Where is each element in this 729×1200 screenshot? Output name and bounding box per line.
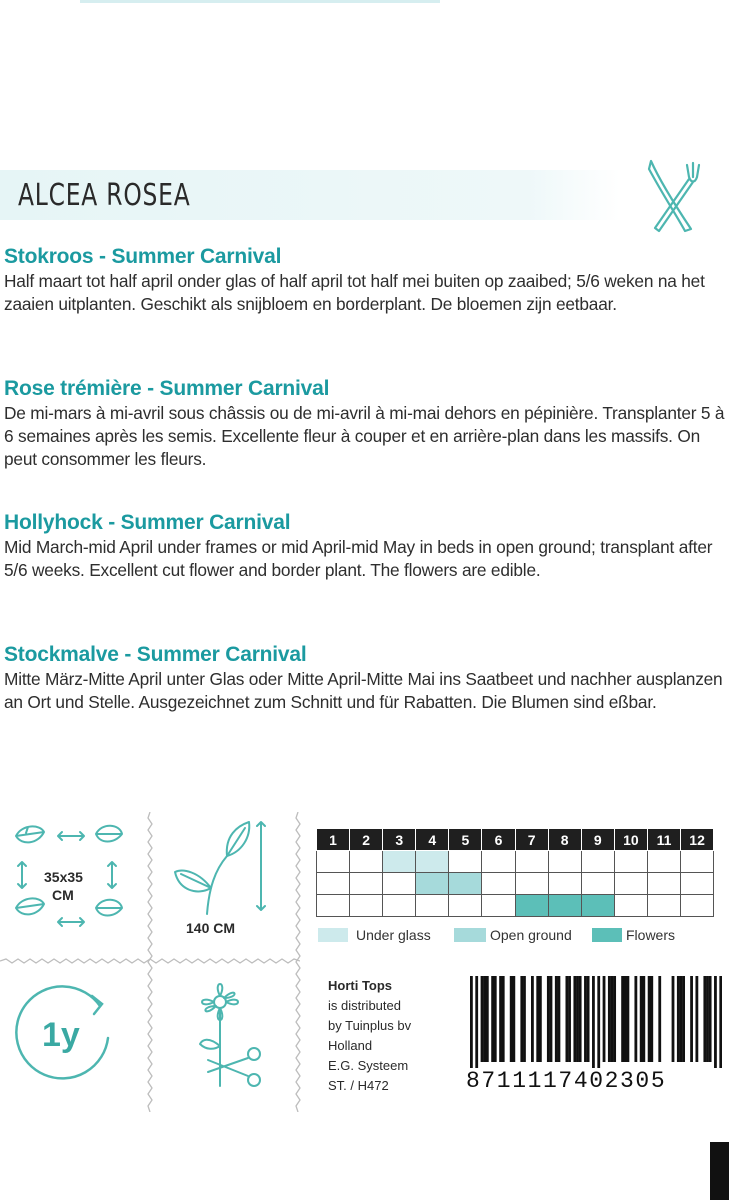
barcode-bar xyxy=(520,976,523,1062)
calendar-cell xyxy=(581,895,614,917)
calendar-months-row xyxy=(317,829,714,851)
barcode-bar xyxy=(682,976,685,1062)
cutlery-icon xyxy=(645,155,701,235)
spacing-unit: CM xyxy=(52,887,74,903)
barcode-bar xyxy=(555,976,558,1062)
calendar-cell xyxy=(482,873,515,895)
barcode-bar xyxy=(709,976,712,1062)
section-text: Mid March-mid April under frames or mid April-mid May in beds in open ground; transplant after 5/6 weeks. Excellent cut flower and border plant. The flowers are edible. xyxy=(4,537,713,580)
barcode-bar xyxy=(565,976,568,1062)
barcode-bar xyxy=(558,976,561,1062)
calendar-cell xyxy=(317,873,350,895)
barcode-bar xyxy=(714,976,717,1068)
section-title: Stockmalve - Summer Carnival xyxy=(4,643,307,666)
section-german xyxy=(4,642,726,714)
barcode-bar xyxy=(486,976,489,1062)
calendar-cell xyxy=(614,851,647,873)
barcode-bar xyxy=(719,976,722,1068)
barcode-bar xyxy=(547,976,550,1062)
section-title: Rose trémière - Summer Carnival xyxy=(4,377,330,400)
barcode-bar xyxy=(550,976,553,1062)
barcode-bar xyxy=(706,976,709,1062)
barcode-bar xyxy=(539,976,542,1062)
barcode-bar xyxy=(648,976,651,1062)
month-cell: 10 xyxy=(614,829,647,851)
barcode-bar xyxy=(536,976,539,1062)
legend-swatch-flowers xyxy=(592,928,622,942)
calendar-row-open-ground xyxy=(317,873,714,895)
month-cell: 11 xyxy=(647,829,680,851)
top-edge-line xyxy=(80,0,440,3)
barcode-bar xyxy=(531,976,534,1062)
barcode-bar xyxy=(573,976,576,1062)
calendar-cell xyxy=(482,851,515,873)
barcode-bar xyxy=(603,976,606,1062)
barcode-bar xyxy=(499,976,502,1062)
barcode-bar xyxy=(611,976,614,1062)
calendar-cell xyxy=(482,895,515,917)
calendar-cell xyxy=(515,873,548,895)
barcode-bar xyxy=(624,976,627,1062)
calendar-cell xyxy=(548,873,581,895)
spacing-value: 35x35 xyxy=(44,869,83,885)
calendar-cell xyxy=(383,895,416,917)
barcode-bar xyxy=(695,976,698,1062)
distributor-line: Holland xyxy=(328,1038,373,1053)
section-title: Hollyhock - Summer Carnival xyxy=(4,511,291,534)
calendar-cell xyxy=(681,873,714,895)
barcode-bar xyxy=(703,976,706,1062)
section-text: Half maart tot half april onder glas of half april tot half mei buiten op zaaibed; 5/6 weken na het zaaien uitplanten. Geschikt als snijbloem en borderplant. De bloemen zijn eetbaar. xyxy=(4,271,705,314)
calendar-cell xyxy=(614,873,647,895)
calendar-cell xyxy=(416,895,449,917)
calendar-cell xyxy=(317,851,350,873)
barcode-bar xyxy=(621,976,624,1062)
barcode-bar xyxy=(650,976,653,1062)
calendar-cell xyxy=(614,895,647,917)
barcode-bar xyxy=(470,976,473,1068)
barcode-bar xyxy=(494,976,497,1062)
barcode-bar xyxy=(592,976,595,1068)
calendar-cell xyxy=(350,873,383,895)
calendar-cell xyxy=(647,851,680,873)
brand-name: Horti Tops xyxy=(328,978,393,993)
calendar-cell xyxy=(548,851,581,873)
corner-black-bar xyxy=(710,1142,729,1200)
plant-height-value: 140 CM xyxy=(186,920,236,936)
barcode-bar xyxy=(510,976,513,1062)
calendar-cell xyxy=(416,851,449,873)
month-cell: 7 xyxy=(515,829,548,851)
section-text: De mi-mars à mi-avril sous châssis ou de mi-avril à mi-mai dehors en pépinière. Transplanter 5 à 6 semaines après les semis. Excellente fleur à couper et en arrière-plan dans les massifs. On peut consommer les fleurs. xyxy=(4,403,725,469)
calendar-cell xyxy=(647,873,680,895)
barcode-bar xyxy=(584,976,587,1062)
calendar-cell xyxy=(449,873,482,895)
calendar-cell xyxy=(416,873,449,895)
calendar-cell xyxy=(350,895,383,917)
barcode-bar xyxy=(475,976,478,1068)
barcode-bar xyxy=(491,976,494,1062)
month-cell: 1 xyxy=(317,829,350,851)
section-french xyxy=(4,376,726,471)
barcode-bar xyxy=(642,976,645,1062)
barcode-bar xyxy=(483,976,486,1062)
legend-label-under-glass: Under glass xyxy=(356,927,431,943)
barcode-bar xyxy=(608,976,611,1062)
barcode-bar xyxy=(627,976,630,1062)
calendar-cell xyxy=(581,873,614,895)
section-title: Stokroos - Summer Carnival xyxy=(4,245,282,268)
barcode-bar xyxy=(568,976,571,1062)
cut-flower-icon xyxy=(178,976,278,1096)
barcode-bar xyxy=(634,976,637,1062)
barcode-bar xyxy=(597,976,600,1068)
plant-height-icon xyxy=(165,818,285,918)
month-cell: 2 xyxy=(350,829,383,851)
calendar-cell xyxy=(681,851,714,873)
month-cell: 6 xyxy=(482,829,515,851)
month-cell: 3 xyxy=(383,829,416,851)
calendar-cell xyxy=(515,851,548,873)
month-cell: 12 xyxy=(681,829,714,851)
barcode-bar xyxy=(523,976,526,1062)
barcode-bar xyxy=(640,976,643,1062)
distributor-info xyxy=(328,976,411,1096)
calendar-cell xyxy=(681,895,714,917)
barcode-bar xyxy=(658,976,661,1062)
barcode-bar xyxy=(677,976,680,1062)
barcode-bars xyxy=(470,976,722,1068)
species-name: ALCEA ROSEA xyxy=(18,178,191,213)
legend-label-flowers: Flowers xyxy=(626,927,676,943)
calendar-row-under-glass xyxy=(317,851,714,873)
calendar-cell xyxy=(581,851,614,873)
barcode-bar xyxy=(481,976,484,1062)
legend-swatch-open-ground xyxy=(454,928,486,942)
distributor-line: by Tuinplus bv xyxy=(328,1018,412,1033)
calendar-legend xyxy=(316,926,726,946)
month-cell: 4 xyxy=(416,829,449,851)
annual-lifecycle-label: 1y xyxy=(42,1016,80,1054)
barcode-bar xyxy=(579,976,582,1062)
distributor-line: ST. / H472 xyxy=(328,1078,389,1093)
month-cell: 5 xyxy=(449,829,482,851)
calendar-cell xyxy=(383,873,416,895)
calendar-cell xyxy=(647,895,680,917)
section-dutch xyxy=(4,244,726,316)
distributor-line: E.G. Systeem xyxy=(328,1058,409,1073)
barcode-bar xyxy=(690,976,693,1062)
barcode-bar xyxy=(613,976,616,1062)
calendar-cell xyxy=(449,895,482,917)
barcode-bar xyxy=(576,976,579,1062)
distributor-line: is distributed xyxy=(328,998,401,1013)
legend-swatch-under-glass xyxy=(318,928,348,942)
section-english xyxy=(4,510,726,582)
calendar-cell xyxy=(383,851,416,873)
barcode-bar xyxy=(587,976,590,1062)
calendar-cell xyxy=(317,895,350,917)
calendar-cell xyxy=(548,895,581,917)
barcode-number: 8711117402305 xyxy=(466,1068,667,1094)
calendar-cell xyxy=(350,851,383,873)
legend-label-open-ground: Open ground xyxy=(490,927,572,943)
calendar-row-flowers xyxy=(317,895,714,917)
section-text: Mitte März-Mitte April unter Glas oder Mitte April-Mitte Mai ins Saatbeet und nachher ausplanzen an Ort und Stelle. Ausgezeichnet zum Schnitt und für Rabatten. Die Blumen sind eßbar. xyxy=(4,669,723,712)
barcode-bar xyxy=(680,976,683,1062)
calendar-cell xyxy=(449,851,482,873)
calendar-cell xyxy=(515,895,548,917)
barcode-bar xyxy=(672,976,675,1062)
month-cell: 8 xyxy=(548,829,581,851)
wavy-divider-horizontal xyxy=(0,958,300,964)
barcode-bar xyxy=(512,976,515,1062)
barcode-bar xyxy=(502,976,505,1062)
month-cell: 9 xyxy=(581,829,614,851)
sowing-calendar xyxy=(316,828,714,917)
